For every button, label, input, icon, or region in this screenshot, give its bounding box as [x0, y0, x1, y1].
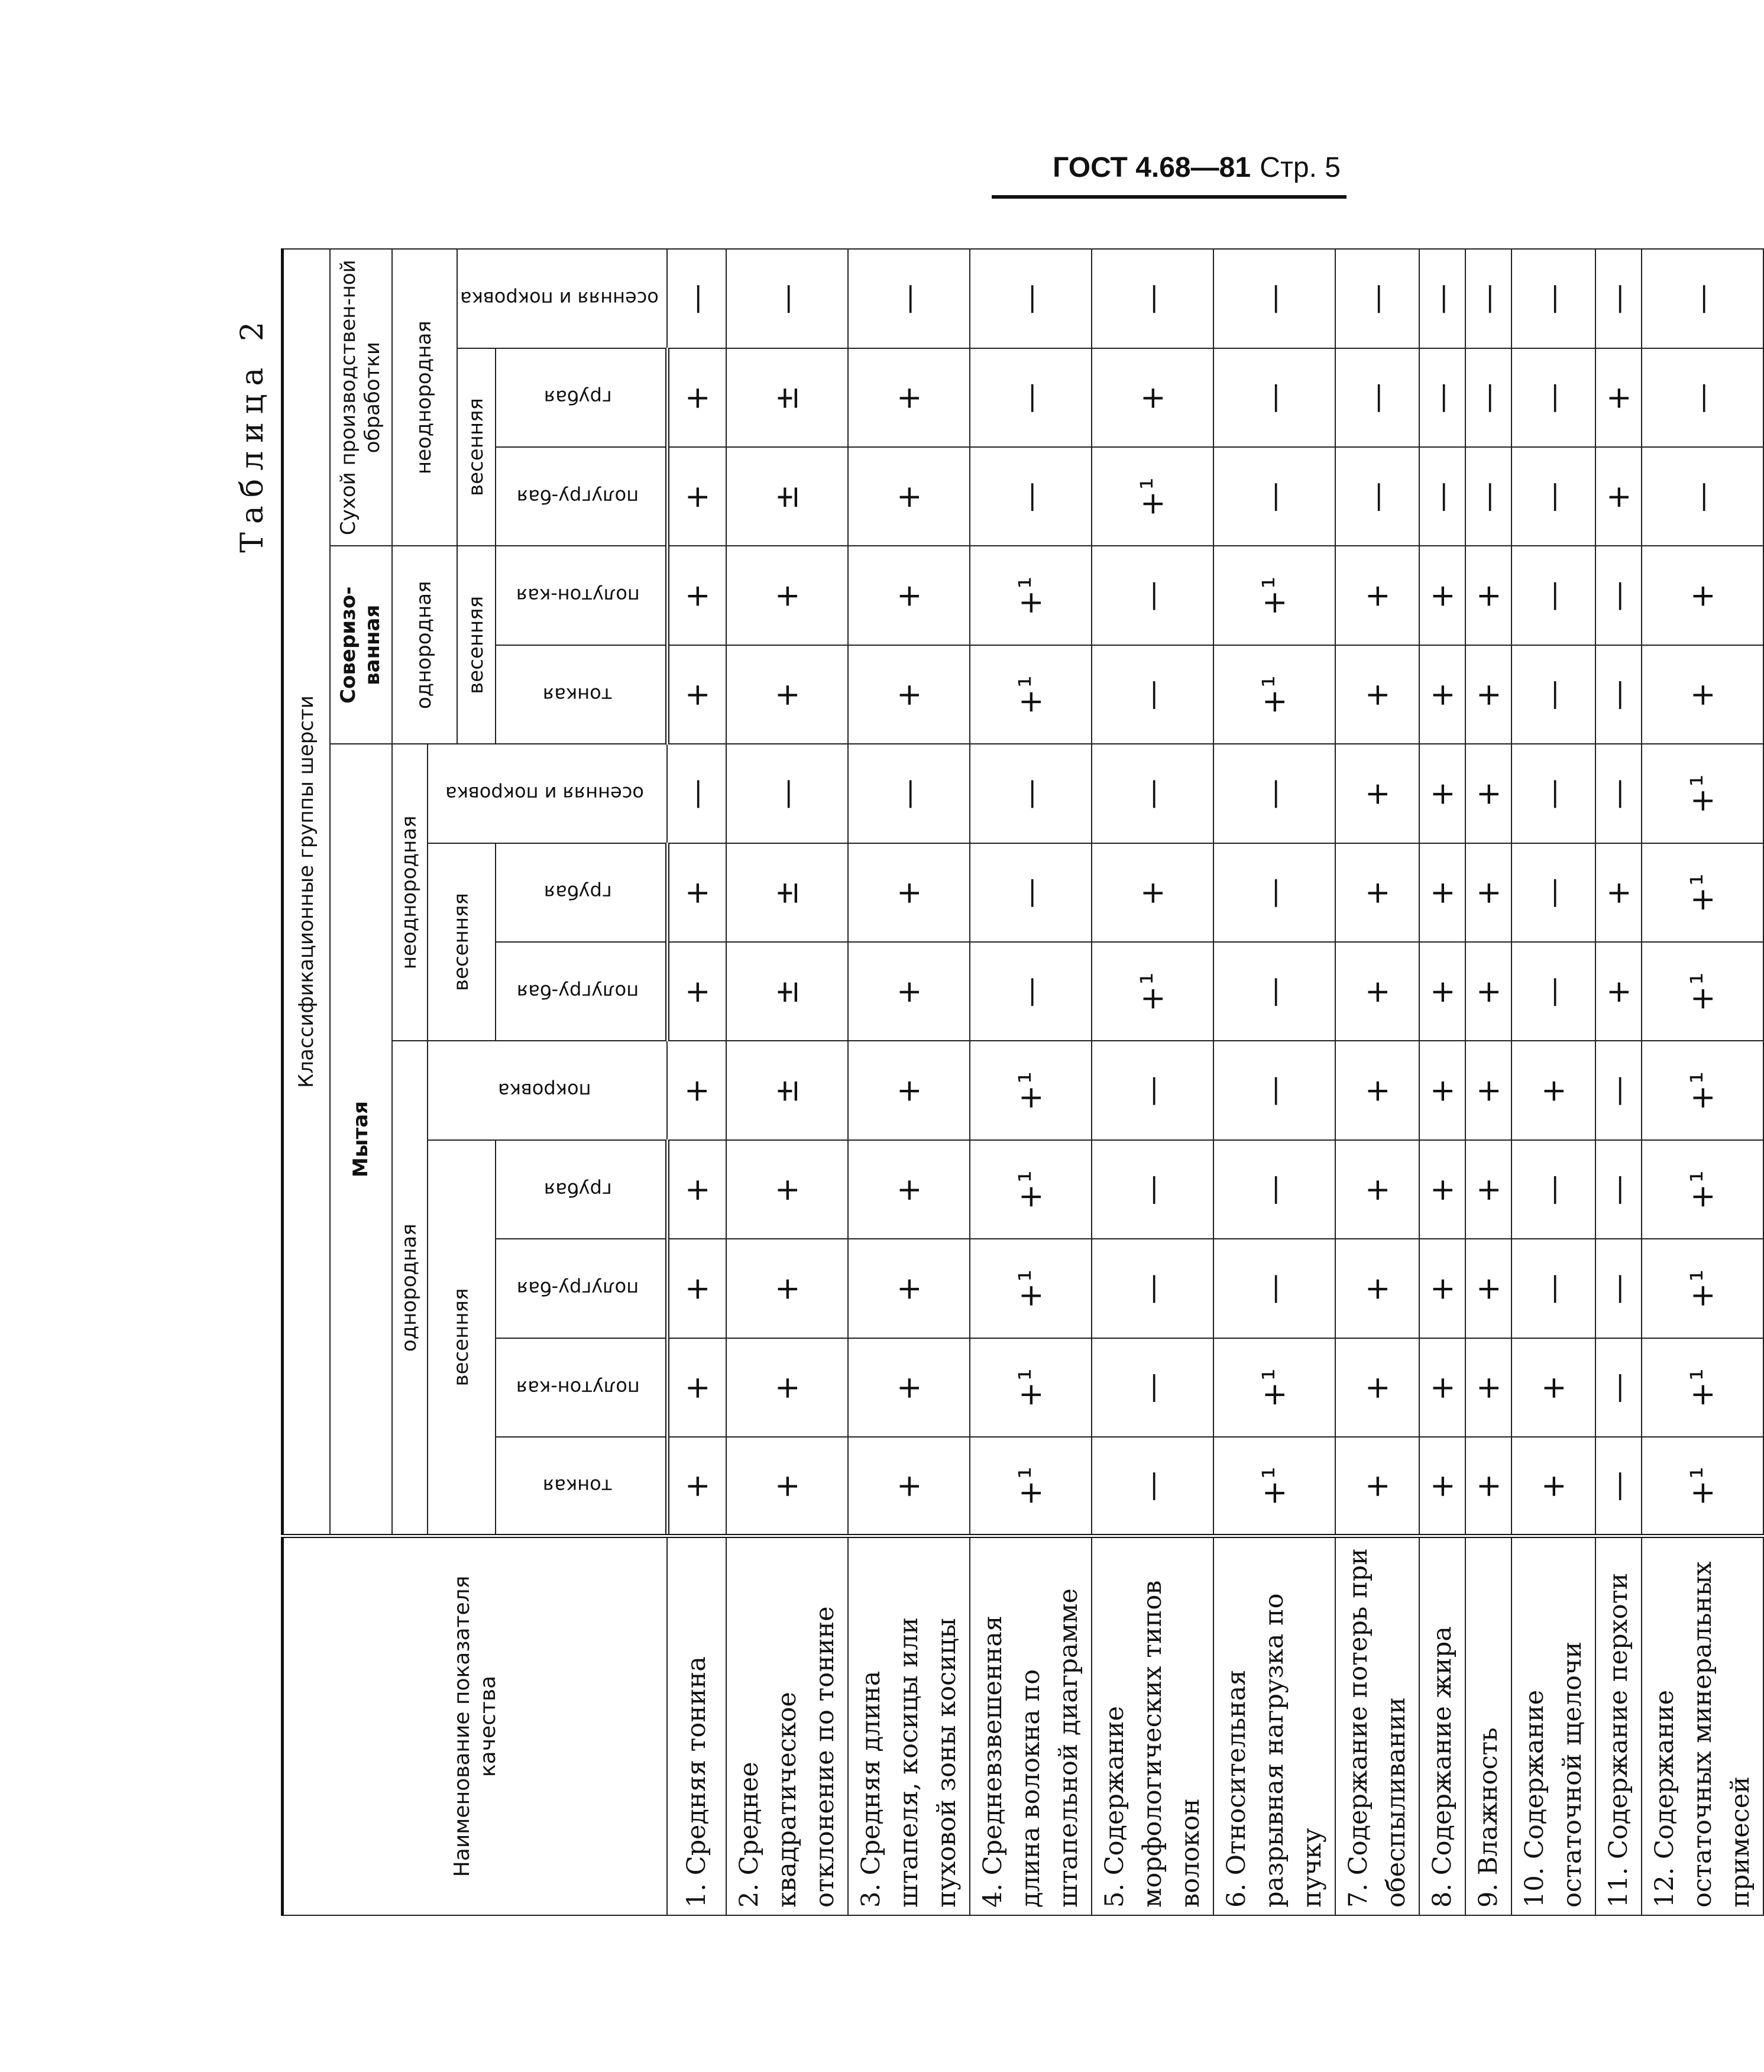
applicability-cell: +	[848, 942, 970, 1041]
applicability-cell: +	[1465, 1041, 1511, 1139]
applicability-cell: +	[667, 1437, 726, 1536]
applicability-cell: —	[970, 744, 1092, 843]
applicability-cell: —	[1511, 843, 1595, 942]
applicability-cell: +	[667, 348, 726, 447]
washed-autumn-label: осенняя и покровка	[445, 782, 644, 805]
applicability-cell: +	[848, 1437, 970, 1536]
applicability-cell: +	[1595, 942, 1642, 1041]
applicability-cell: —	[1595, 1140, 1642, 1239]
applicability-cell: —	[1642, 447, 1763, 546]
applicability-cell: —	[970, 249, 1092, 348]
applicability-cell: +	[726, 1338, 848, 1437]
applicability-cell: +¹	[970, 1041, 1092, 1139]
washed-pokrovka-header	[428, 1041, 668, 1139]
applicability-cell: —	[1465, 249, 1511, 348]
applicability-cell: —	[1511, 744, 1595, 843]
applicability-cell: +	[1419, 1338, 1465, 1437]
applicability-cell: —	[848, 249, 970, 348]
scoured-homogeneous-header: однородная	[392, 546, 457, 744]
washed-heterogeneous-spring-header: весенняя	[428, 843, 496, 1041]
col-dry-semicoarse-label: полугру-бая	[516, 485, 639, 508]
applicability-cell: +¹	[1213, 546, 1335, 645]
applicability-cell: —	[1595, 1041, 1642, 1139]
applicability-cell: +	[1335, 1437, 1419, 1536]
applicability-cell: +	[848, 1239, 970, 1338]
applicability-cell: +	[667, 1338, 726, 1437]
applicability-cell: +¹	[1642, 744, 1763, 843]
table-row	[1511, 249, 1595, 1915]
applicability-cell: +	[667, 942, 726, 1041]
indicator-name: 12. Содержание остаточных минеральных примесей	[1642, 1536, 1763, 1915]
col-fine-label: тонкая	[543, 1474, 613, 1497]
applicability-cell: +¹	[1642, 1140, 1763, 1239]
applicability-cell: +	[1419, 1239, 1465, 1338]
table-caption: Таблица 2	[235, 313, 270, 553]
applicability-cell: —	[1511, 546, 1595, 645]
applicability-cell: —	[1213, 348, 1335, 447]
applicability-cell: —	[1595, 546, 1642, 645]
applicability-cell: —	[1092, 249, 1213, 348]
col-scoured-semifine	[496, 546, 667, 645]
applicability-cell: —	[1511, 447, 1595, 546]
applicability-cell: +	[1335, 1239, 1419, 1338]
scoured-spring-header: весенняя	[457, 546, 496, 744]
applicability-cell: +	[1419, 843, 1465, 942]
applicability-cell: —	[1511, 1140, 1595, 1239]
applicability-cell: +	[667, 1239, 726, 1338]
applicability-cell: +	[667, 843, 726, 942]
applicability-cell: ±	[726, 942, 848, 1041]
applicability-cell: +¹	[1642, 1041, 1763, 1139]
col-coarse-label: грубая	[543, 1178, 612, 1201]
indicator-name: 7. Содержание потерь при обеспыливании	[1335, 1536, 1419, 1915]
applicability-cell: +	[1335, 942, 1419, 1041]
applicability-cell: +¹	[1642, 1239, 1763, 1338]
applicability-cell: +	[1335, 645, 1419, 744]
washed-header: Мытая	[330, 744, 392, 1536]
applicability-cell: +	[1335, 1041, 1419, 1139]
applicability-cell: —	[1465, 348, 1511, 447]
applicability-cell: +	[1465, 1140, 1511, 1239]
col-scoured-fine	[496, 645, 667, 744]
applicability-cell: +	[667, 1140, 726, 1239]
applicability-cell: ±	[726, 843, 848, 942]
applicability-cell: +	[1465, 1338, 1511, 1437]
table-row	[1335, 249, 1419, 1915]
applicability-cell: —	[848, 744, 970, 843]
col-semifine-label: полутон-кая	[516, 1376, 640, 1399]
applicability-cell: —	[1595, 1239, 1642, 1338]
dry-autumn-header	[457, 249, 668, 348]
applicability-cell: +	[1335, 843, 1419, 942]
applicability-cell: ±	[726, 1041, 848, 1139]
applicability-cell: +	[1511, 1437, 1595, 1536]
table-row	[1465, 249, 1511, 1915]
applicability-cell: +¹	[970, 1338, 1092, 1437]
applicability-cell: +	[726, 645, 848, 744]
washed-autumn-header	[428, 744, 668, 843]
applicability-cell: —	[1511, 645, 1595, 744]
table-row	[1642, 249, 1763, 1915]
col-fine	[496, 1437, 667, 1536]
applicability-cell: +¹	[1092, 942, 1213, 1041]
indicator-name: 10. Содержание остаточной щелочи	[1511, 1536, 1595, 1915]
applicability-cell: —	[1642, 249, 1763, 348]
applicability-cell: —	[1642, 348, 1763, 447]
applicability-cell: +¹	[1642, 1437, 1763, 1536]
applicability-cell: +¹	[1213, 1437, 1335, 1536]
page-number: Стр. 5	[1260, 152, 1341, 183]
applicability-cell: +	[1465, 843, 1511, 942]
applicability-cell: —	[1595, 1437, 1642, 1536]
applicability-cell: +	[1335, 1140, 1419, 1239]
header-rule	[992, 195, 1347, 199]
applicability-cell: —	[1465, 447, 1511, 546]
indicator-name: 3. Средняя длина штапеля, косицы или пуховой зоны косицы	[848, 1536, 970, 1915]
applicability-cell: —	[726, 744, 848, 843]
applicability-cell: —	[970, 348, 1092, 447]
col-scoured-semifine-label: полутон-кая	[516, 584, 640, 607]
applicability-cell: ±	[726, 447, 848, 546]
applicability-cell: —	[1511, 348, 1595, 447]
applicability-cell: +¹	[1642, 843, 1763, 942]
applicability-cell: +	[1419, 546, 1465, 645]
applicability-cell: +	[1465, 1239, 1511, 1338]
applicability-cell: +	[1465, 645, 1511, 744]
applicability-cell: +	[1595, 843, 1642, 942]
applicability-cell: +	[1092, 348, 1213, 447]
col-het-coarse	[496, 843, 667, 942]
applicability-cell: —	[667, 249, 726, 348]
applicability-cell: +	[1419, 942, 1465, 1041]
applicability-cell: —	[1092, 1041, 1213, 1139]
applicability-cell: +¹	[970, 645, 1092, 744]
col-dry-semicoarse	[496, 447, 667, 546]
applicability-cell: +	[1419, 1140, 1465, 1239]
applicability-cell: —	[1595, 1338, 1642, 1437]
applicability-cell: ±	[726, 348, 848, 447]
applicability-cell: —	[1092, 1437, 1213, 1536]
col-dry-coarse-label: грубая	[543, 386, 612, 409]
washed-homogeneous-spring-header: весенняя	[428, 1140, 496, 1536]
applicability-cell: —	[1213, 942, 1335, 1041]
applicability-cell: +	[1465, 546, 1511, 645]
col-semicoarse	[496, 1239, 667, 1338]
dry-autumn-label: осенняя и покровка	[459, 287, 659, 310]
applicability-cell: —	[970, 447, 1092, 546]
applicability-cell: —	[1213, 843, 1335, 942]
gost-number: ГОСТ 4.68—81	[1053, 152, 1251, 183]
applicability-cell: +¹	[970, 546, 1092, 645]
indicator-name: 11. Содержание перхоти	[1595, 1536, 1642, 1915]
applicability-cell: +	[1419, 1041, 1465, 1139]
applicability-cell: +¹	[1642, 1338, 1763, 1437]
applicability-cell: +¹	[1092, 447, 1213, 546]
rotated-table-block	[225, 248, 1756, 1916]
applicability-cell: —	[1595, 744, 1642, 843]
indicator-column-header: Наименование показателя качества	[283, 1536, 668, 1915]
applicability-cell: +	[1642, 546, 1763, 645]
quality-indicators-table	[281, 248, 1764, 1916]
indicator-name: 1. Средняя тонина	[667, 1536, 726, 1915]
applicability-cell: +¹	[1642, 942, 1763, 1041]
applicability-cell: +	[726, 1140, 848, 1239]
applicability-cell: +	[1335, 546, 1419, 645]
applicability-cell: —	[1092, 1338, 1213, 1437]
applicability-cell: —	[1213, 1140, 1335, 1239]
dry-spring-header: весенняя	[457, 348, 496, 546]
applicability-cell: +	[667, 1041, 726, 1139]
applicability-cell: +¹	[970, 1437, 1092, 1536]
applicability-cell: —	[726, 249, 848, 348]
col-dry-coarse	[496, 348, 667, 447]
col-semifine	[496, 1338, 667, 1437]
applicability-cell: +	[1595, 348, 1642, 447]
scoured-header: Соверизо-ванная	[330, 546, 392, 744]
applicability-cell: —	[1511, 1239, 1595, 1338]
dry-processing-header: Сухой производствен-ной обработки	[330, 249, 392, 546]
table-row	[970, 249, 1092, 1915]
indicator-name: 8. Содержание жира	[1419, 1536, 1465, 1915]
applicability-cell: +	[848, 645, 970, 744]
applicability-cell: —	[1092, 645, 1213, 744]
applicability-cell: +	[848, 546, 970, 645]
applicability-cell: +¹	[1213, 645, 1335, 744]
applicability-cell: —	[1213, 447, 1335, 546]
applicability-cell: —	[1595, 645, 1642, 744]
table-body	[667, 249, 1763, 1915]
applicability-cell: +¹	[1213, 1338, 1335, 1437]
applicability-cell: +	[726, 1437, 848, 1536]
applicability-cell: —	[1092, 1140, 1213, 1239]
table-row	[667, 249, 726, 1915]
applicability-cell: +	[1595, 447, 1642, 546]
applicability-cell: —	[1092, 1239, 1213, 1338]
washed-homogeneous-header: однородная	[392, 1041, 428, 1536]
applicability-cell: +	[1419, 744, 1465, 843]
applicability-cell: —	[667, 744, 726, 843]
applicability-cell: +	[1642, 645, 1763, 744]
table-row	[726, 249, 848, 1915]
applicability-cell: +¹	[970, 1239, 1092, 1338]
table-row	[1419, 249, 1465, 1915]
indicator-name: 9. Влажность	[1465, 1536, 1511, 1915]
applicability-cell: +	[1335, 1338, 1419, 1437]
table-row	[1595, 249, 1642, 1915]
applicability-cell: +	[1511, 1041, 1595, 1139]
group-header: Классификационные группы шерсти	[283, 249, 330, 1536]
applicability-cell: —	[970, 942, 1092, 1041]
applicability-cell: +	[848, 447, 970, 546]
applicability-cell: +	[1092, 843, 1213, 942]
applicability-cell: —	[1595, 249, 1642, 348]
applicability-cell: —	[1511, 249, 1595, 348]
col-het-semicoarse-label: полугру-бая	[516, 980, 639, 1003]
applicability-cell: —	[1511, 942, 1595, 1041]
applicability-cell: —	[1419, 447, 1465, 546]
applicability-cell: +	[726, 1239, 848, 1338]
applicability-cell: +	[667, 447, 726, 546]
applicability-cell: +	[1419, 1437, 1465, 1536]
applicability-cell: —	[1419, 348, 1465, 447]
col-coarse	[496, 1140, 667, 1239]
applicability-cell: —	[970, 843, 1092, 942]
page-header	[1053, 151, 1341, 184]
applicability-cell: —	[1335, 447, 1419, 546]
applicability-cell: +	[848, 1140, 970, 1239]
applicability-cell: +	[1465, 942, 1511, 1041]
col-het-coarse-label: грубая	[543, 881, 612, 904]
applicability-cell: +	[848, 1338, 970, 1437]
applicability-cell: +	[726, 546, 848, 645]
applicability-cell: +	[667, 645, 726, 744]
applicability-cell: +	[1465, 744, 1511, 843]
indicator-name: 6. Относительная разрывная нагрузка по пучку	[1213, 1536, 1335, 1915]
applicability-cell: —	[1213, 1239, 1335, 1338]
applicability-cell: —	[1335, 348, 1419, 447]
applicability-cell: +	[1335, 744, 1419, 843]
applicability-cell: —	[1213, 1041, 1335, 1139]
table-row	[1092, 249, 1213, 1915]
washed-pokrovka-label: покровка	[497, 1079, 591, 1102]
applicability-cell: +	[1511, 1338, 1595, 1437]
applicability-cell: +	[667, 546, 726, 645]
applicability-cell: —	[1213, 744, 1335, 843]
applicability-cell: +	[848, 348, 970, 447]
applicability-cell: +	[848, 843, 970, 942]
dry-heterogeneous-header: неоднородная	[392, 249, 457, 546]
indicator-name: 2. Среднее квадратическое отклонение по тонине	[726, 1536, 848, 1915]
applicability-cell: +	[1419, 645, 1465, 744]
applicability-cell: —	[1092, 744, 1213, 843]
applicability-cell: —	[1419, 249, 1465, 348]
col-scoured-fine-label: тонкая	[543, 683, 613, 706]
applicability-cell: —	[1092, 546, 1213, 645]
applicability-cell: +	[1465, 1437, 1511, 1536]
indicator-name: 4. Средневзвешенная длина волокна по штапельной диаграмме	[970, 1536, 1092, 1915]
applicability-cell: —	[1335, 249, 1419, 348]
table-row	[848, 249, 970, 1915]
table-row	[1213, 249, 1335, 1915]
indicator-name: 5. Содержание морфологических типов волокон	[1092, 1536, 1213, 1915]
applicability-cell: —	[1213, 249, 1335, 348]
col-het-semicoarse	[496, 942, 667, 1041]
washed-heterogeneous-header: неоднородная	[392, 744, 428, 1041]
applicability-cell: +	[848, 1041, 970, 1139]
applicability-cell: +¹	[970, 1140, 1092, 1239]
col-semicoarse-label: полугру-бая	[516, 1277, 639, 1300]
